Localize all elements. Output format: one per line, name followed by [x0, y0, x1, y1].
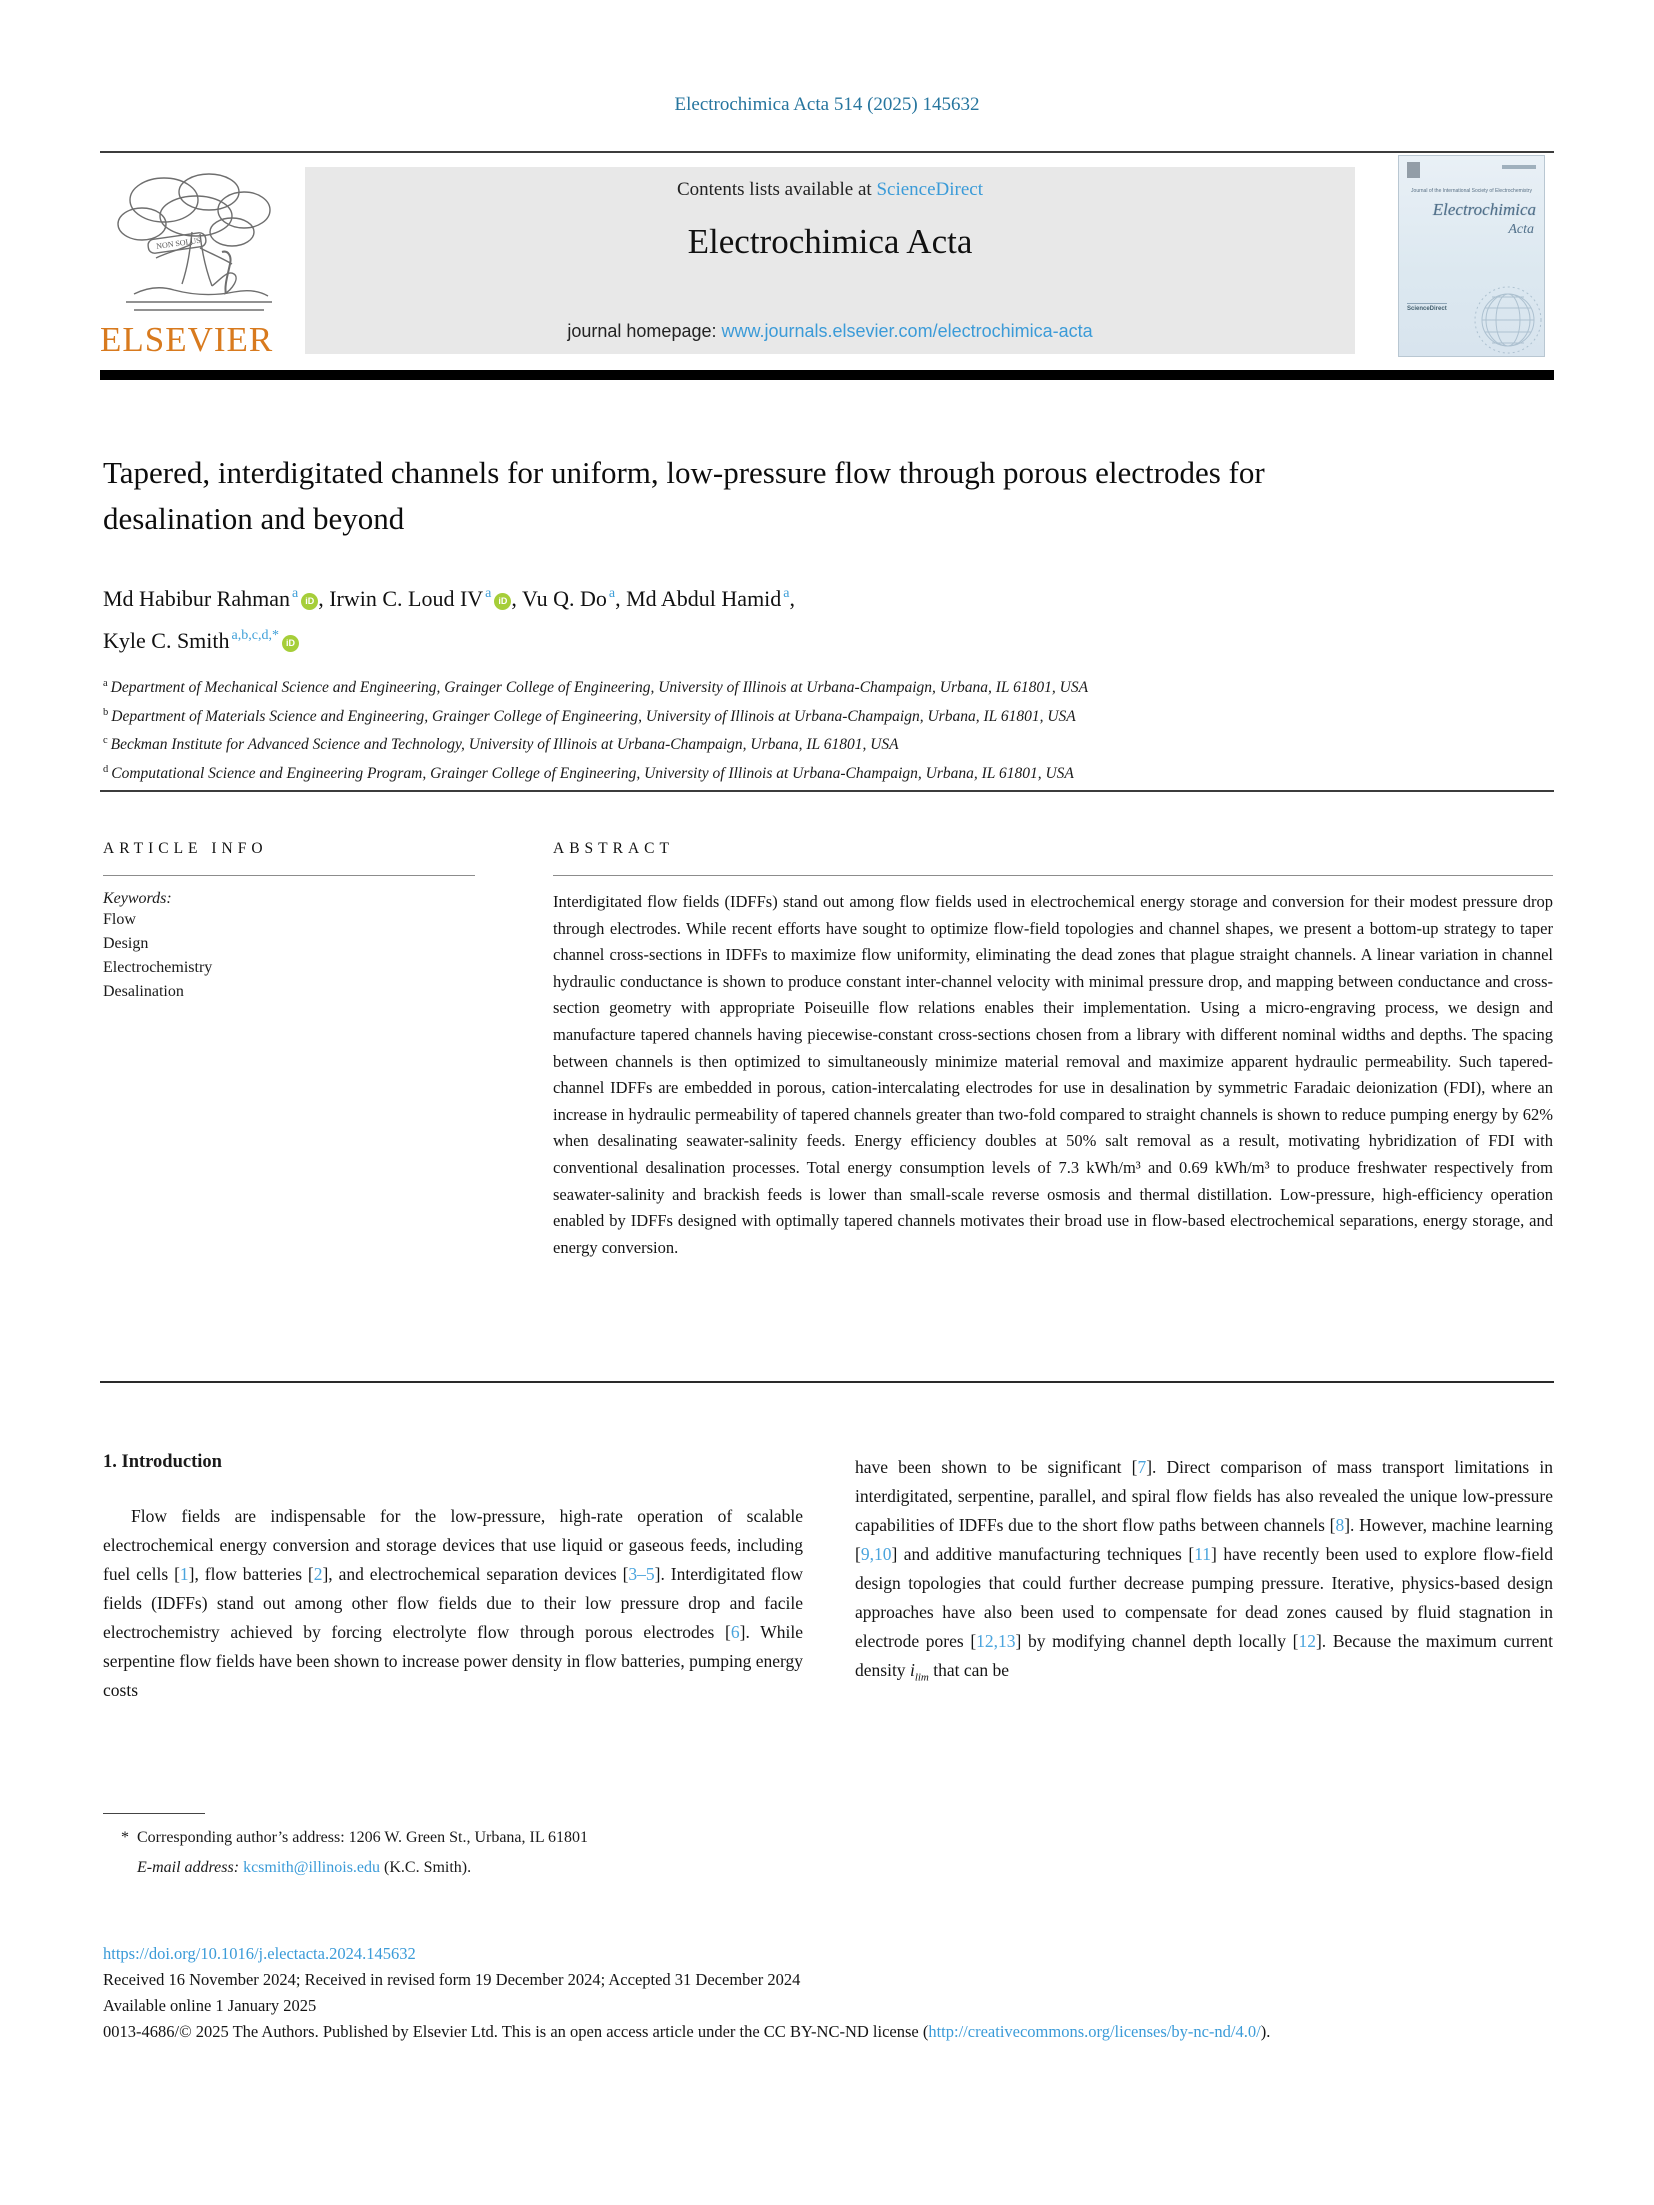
sciencedirect-link[interactable]: ScienceDirect	[876, 179, 984, 200]
header-top-rule	[100, 151, 1554, 153]
cover-title-line1: Electrochimica	[1432, 200, 1536, 219]
abstract-text: Interdigitated flow fields (IDFFs) stand out among flow fields used in electrochemical energy storage and conversion for their modest pressure drop through electrodes. While recent efforts have sought to optimize flow-field topologies and channel shapes, we present a bottom-up strategy to taper channel cross-sections in IDFFs to maximize flow uniformity, eliminating the dead zones that plague straight channels. A linear variation in channel hydraulic conductance is shown to produce constant inter-channel velocity with minimal pressure drop, and mapping between conductance and cross-section geometry with appropriate Poiseuille flow relations enables their implementation. Using a micro-engraving process, we design and manufacture tapered channels having piecewise-constant cross-sections chosen from a library with different nominal widths and depths. The spacing between channels is then optimized to simultaneously minimize material removal and maximize apparent hydraulic permeability. Such tapered-channel IDFFs are embedded in porous, cation-intercalating electrodes for use in desalination by symmetric Faradaic deionization (FDI), where an increase in hydraulic permeability of tapered channels greater than two-fold compared to straight channels is shown to reduce pumping energy by 62% when desalinating seawater-salinity feeds. Energy efficiency doubles at 50% salt removal as a result, motivating hybridization of FDI with conventional desalination processes. Total energy consumption levels of 7.3 kWh/m³ and 0.69 kWh/m³ to produce freshwater respectively from seawater-salinity and brackish feeds is lower than small-scale reverse osmosis and thermal distillation. Low-pressure, high-efficiency operation enabled by IDFFs designed with optimally tapered channels motivates their broad use in flow-based electrochemical separations, energy storage, and energy conversion.	[553, 892, 1553, 1257]
article-footer	[103, 1941, 1554, 2045]
author-name: Kyle C. Smith	[103, 628, 230, 653]
cover-title-line2: Acta	[1508, 222, 1534, 237]
italic-text: i	[909, 1660, 915, 1680]
author-affiliation-sup: a	[608, 586, 616, 601]
footnote-email-line: E-mail address: kcsmith@illinois.edu (K.C. Smith).	[137, 1859, 472, 1876]
homepage-link[interactable]: www.journals.elsevier.com/electrochimica-acta	[721, 321, 1093, 341]
hyperlink[interactable]: http://creativecommons.org/licenses/by-nc-nd/4.0/	[928, 2022, 1261, 2041]
footnote-rule	[103, 1813, 205, 1814]
corresponding-author-footnote	[103, 1823, 803, 1883]
ise-globe-icon	[1468, 280, 1542, 354]
orcid-icon[interactable]: iD	[282, 635, 299, 652]
author-affiliation-sup: a,b,c,d,*	[231, 628, 279, 643]
introduction-heading: 1. Introduction	[103, 1452, 222, 1472]
author-name: Md Abdul Hamid	[626, 586, 782, 611]
available-online: Available online 1 January 2025	[103, 1996, 317, 2015]
homepage-prefix: journal homepage:	[567, 321, 722, 341]
cover-sciencedirect-label: ScienceDirect	[1407, 303, 1447, 312]
journal-cover-thumbnail[interactable]	[1398, 155, 1545, 357]
author-affiliation-sup: a	[485, 586, 492, 601]
affiliation-line: $^d$ Computational Science and Engineering Program, Grainger College of Engineering, University of Illinois at Urbana-Champaign, Urbana, IL 61801, USA	[103, 763, 1074, 783]
citation-ref-link[interactable]: 12	[1298, 1631, 1316, 1651]
article-title: Tapered, interdigitated channels for uniform, low-pressure flow through porous electrodes for desalination and beyond	[103, 455, 1265, 536]
intro-paragraph-right: have been shown to be significant [7]. Direct comparison of mass transport limitations in interdigitated, serpentine, parallel, and spiral flow fields has also revealed the unique low-pressure capabilities of IDFFs due to the short flow paths between channels [8]. However, machine learning [9,10] and additive manufacturing techniques [11] have recently been used to explore flow-field design topologies that could further decrease pumping pressure. Iterative, physics-based design approaches have also been used to compensate for dead zones caused by fluid stagnation in electrode pores [12,13] by modifying channel depth locally [12]. Because the maximum current density $i_{lim}$ that can be	[855, 1457, 1553, 1684]
elsevier-logo[interactable]	[100, 166, 300, 366]
doi-link[interactable]: https://doi.org/10.1016/j.electacta.2024.145632	[103, 1944, 416, 1963]
keyword-item: Flow	[103, 911, 136, 928]
citation-ref-link[interactable]: 3–5	[628, 1564, 655, 1584]
body-divider-rule	[100, 1381, 1554, 1383]
header-divider-bar	[100, 370, 1554, 380]
author-name: Irwin C. Loud IV	[329, 586, 484, 611]
keywords-label: Keywords:	[103, 890, 172, 907]
author-affiliation-sup: a	[783, 586, 790, 601]
copyright-line: 0013-4686/© 2025 The Authors. Published by Elsevier Ltd. This is an open access article under the CC BY-NC-ND license (http://creativecommons.org/licenses/by-nc-nd/4.0/).	[103, 2022, 1271, 2041]
non-solus-banner: NON SOLUS	[155, 235, 202, 251]
citation-ref-link[interactable]: 12,13	[976, 1631, 1016, 1651]
citation-ref-link[interactable]: 8	[1335, 1515, 1345, 1535]
cover-subtitle: Journal of the International Society of Electrochemistry	[1411, 188, 1532, 194]
affiliation-list	[103, 672, 1503, 787]
italic-text: E-mail address:	[137, 1859, 240, 1876]
author-affiliation-sup: a	[291, 586, 299, 601]
orcid-icon[interactable]: iD	[301, 593, 318, 610]
journal-banner	[305, 167, 1355, 354]
intro-paragraph-left: Flow fields are indispensable for the low-pressure, high-rate operation of scalable electrochemical energy conversion and storage devices that use liquid or gaseous feeds, including fuel cells [1], flow batteries [2], and electrochemical separation devices [3–5]. Interdigitated flow fields (IDFFs) stand out among other flow fields due to their low pressure drop and facile electrochemistry achieved by forcing electrolyte flow through porous electrodes [6]. While serpentine flow fields have been shown to increase power density in flow batteries, pumping energy costs	[103, 1506, 803, 1700]
cover-volume-bar	[1502, 165, 1536, 169]
cover-elsevier-mark-icon	[1407, 162, 1420, 178]
citation-ref-link[interactable]: 6	[730, 1622, 740, 1642]
citation-ref-link[interactable]: 9,10	[860, 1544, 892, 1564]
contents-prefix: Contents lists available at	[676, 179, 877, 200]
citation-ref-link[interactable]: 1	[179, 1564, 189, 1584]
intro-right-column	[855, 1453, 1553, 1693]
keyword-item: Design	[103, 935, 149, 952]
orcid-icon[interactable]: iD	[494, 593, 511, 610]
contents-line	[305, 179, 1355, 201]
abstract-heading: ABSTRACT	[553, 840, 674, 857]
footnote-asterisk: *	[121, 1829, 129, 1846]
keywords-list	[103, 908, 475, 1004]
affiliation-line: $^c$ Beckman Institute for Advanced Science and Technology, University of Illinois at Urbana-Champaign, Urbana, IL 61801, USA	[103, 735, 899, 754]
author-name: Md Habibur Rahman	[103, 586, 290, 611]
running-head-citation: Electrochimica Acta 514 (2025) 145632	[674, 94, 980, 115]
elsevier-tree-icon	[104, 166, 294, 322]
hyperlink[interactable]: kcsmith@illinois.edu	[243, 1859, 381, 1876]
article-info-rule	[103, 875, 475, 876]
footnote-address-line	[103, 1823, 803, 1853]
affiliation-rule	[100, 790, 1554, 792]
citation-ref-link[interactable]: 7	[1137, 1457, 1147, 1477]
article-info-section	[103, 840, 475, 1004]
intro-left-column	[103, 1502, 803, 1705]
elsevier-wordmark: ELSEVIER	[100, 320, 274, 359]
journal-title: Electrochimica Acta	[687, 222, 973, 261]
author-name: Vu Q. Do	[522, 586, 607, 611]
abstract-section	[553, 840, 1553, 1261]
article-info-heading: ARTICLE INFO	[103, 840, 268, 857]
citation-ref-link[interactable]: 11	[1194, 1544, 1212, 1564]
affiliation-line: $^a$ Department of Mechanical Science and Engineering, Grainger College of Engineering, University of Illinois at Urbana-Champaign, Urbana, IL 61801, USA	[103, 678, 1089, 697]
footnote-address-text: Corresponding author’s address: 1206 W. Green St., Urbana, IL 61801	[137, 1829, 589, 1846]
subscript-text: lim	[914, 1671, 929, 1684]
received-dates: Received 16 November 2024; Received in revised form 19 December 2024; Accepted 31 December 2024	[103, 1970, 801, 1989]
abstract-rule	[553, 875, 1553, 876]
citation-ref-link[interactable]: 2	[313, 1564, 323, 1584]
keyword-item: Desalination	[103, 983, 184, 1000]
homepage-line	[305, 321, 1355, 342]
affiliation-line: $^b$ Department of Materials Science and Engineering, Grainger College of Engineering, University of Illinois at Urbana-Champaign, Urbana, IL 61801, USA	[103, 706, 1076, 725]
keyword-item: Electrochemistry	[103, 959, 213, 976]
author-list: Md Habibur Rahman $^a$ iD , Irwin C. Loud IV $^a$ iD , Vu Q. Do $^a$, Md Abdul Hamid $^a$, Kyle C. Smith $^{a,b,c,d,*}$ iD	[103, 586, 796, 653]
